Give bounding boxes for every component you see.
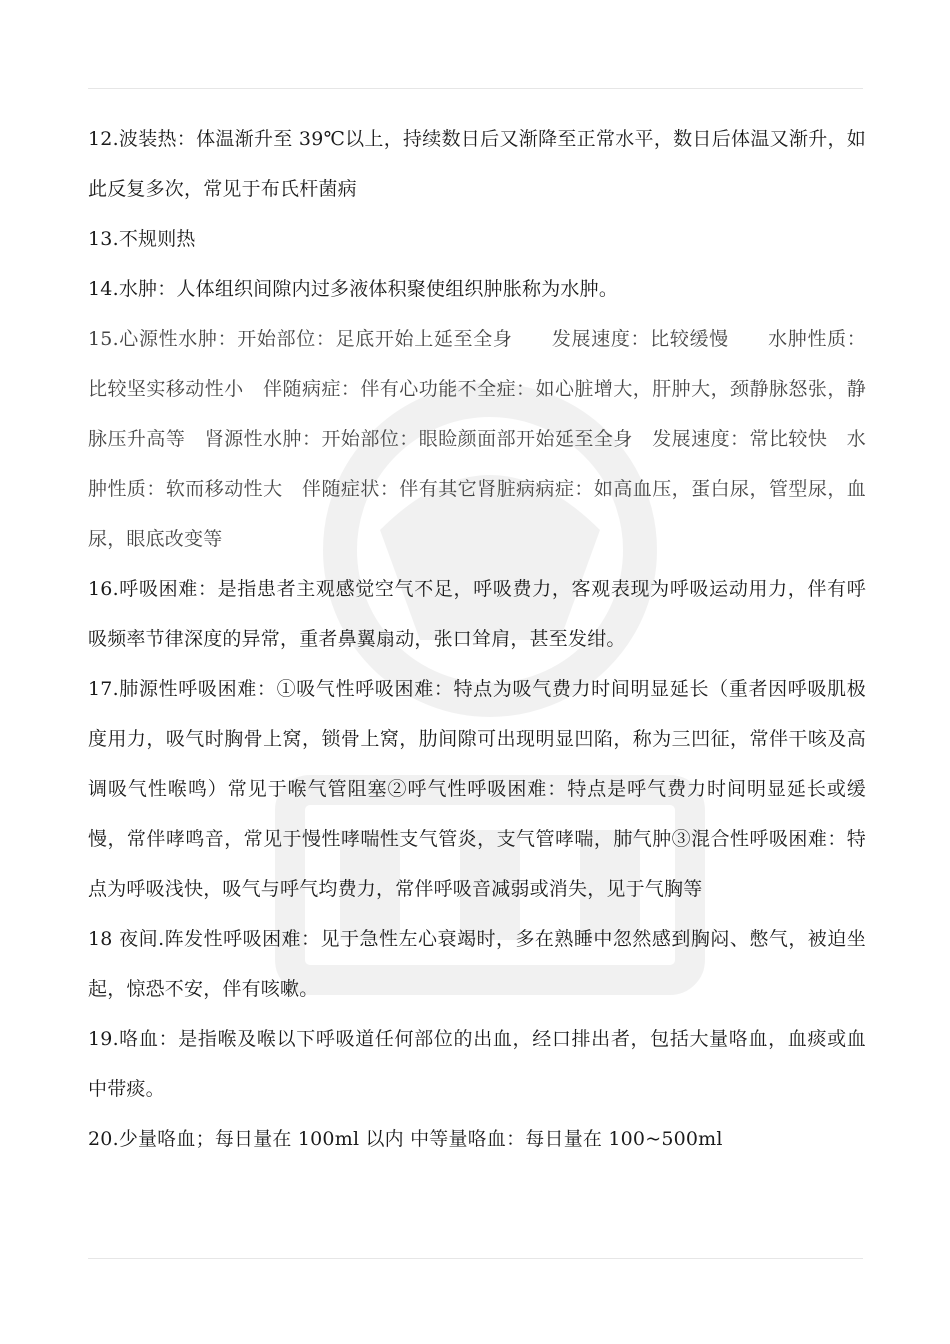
- paragraph-20: 20.少量咯血；每日量在 100ml 以内 中等量咯血：每日量在 100~500ml: [88, 1128, 723, 1150]
- document-body: [88, 114, 866, 1164]
- paragraph-17: 17.肺源性呼吸困难：①吸气性呼吸困难：特点为吸气费力时间明显延长（重者因呼吸肌极度用力，吸气时胸骨上窝，锁骨上窝，肋间隙可出现明显凹陷，称为三凹征，常伴干咳及高调吸气性喉鸣）常见于喉气管阻塞②呼气性呼吸困难：特点是呼气费力时间明显延长或缓慢，常伴哮鸣音，常见于慢性哮喘性支气管炎，支气管哮喘，肺气肿③混合性呼吸困难：特点为呼吸浅快，吸气与呼气均费力，常伴呼吸音减弱或消失，见于气胸等: [88, 678, 866, 900]
- footer-divider: [88, 1258, 863, 1259]
- paragraph-12: 12.波装热：体温渐升至 39℃以上，持续数日后又渐降至正常水平，数日后体温又渐升，如此反复多次，常见于布氏杆菌病: [88, 128, 866, 200]
- header-divider: [88, 88, 863, 89]
- paragraph-13: 13.不规则热: [88, 228, 196, 250]
- paragraph-16: 16.呼吸困难：是指患者主观感觉空气不足，呼吸费力，客观表现为呼吸运动用力，伴有呼吸频率节律深度的异常，重者鼻翼扇动，张口耸肩，甚至发绀。: [88, 578, 866, 650]
- paragraph-19: 19.咯血：是指喉及喉以下呼吸道任何部位的出血，经口排出者，包括大量咯血，血痰或血中带痰。: [88, 1028, 866, 1100]
- paragraph-15: 15.心源性水肿：开始部位：足底开始上延至全身 发展速度：比较缓慢 水肿性质：比较坚实移动性小 伴随病症：伴有心功能不全症：如心脏增大，肝肿大，颈静脉怒张，静脉压升高等 肾源性水肿：开始部位：眼睑颜面部开始延至全身 发展速度：常比较快 水肿性质：软而移动性大 伴随症状：伴有其它肾脏病病症：如高血压，蛋白尿，管型尿，血尿，眼底改变等: [88, 328, 866, 550]
- paragraph-18: 18 夜间.阵发性呼吸困难：见于急性左心衰竭时，多在熟睡中忽然感到胸闷、憋气，被迫坐起，惊恐不安，伴有咳嗽。: [88, 928, 866, 1000]
- paragraph-14: 14.水肿：人体组织间隙内过多液体积聚使组织肿胀称为水肿。: [88, 278, 619, 300]
